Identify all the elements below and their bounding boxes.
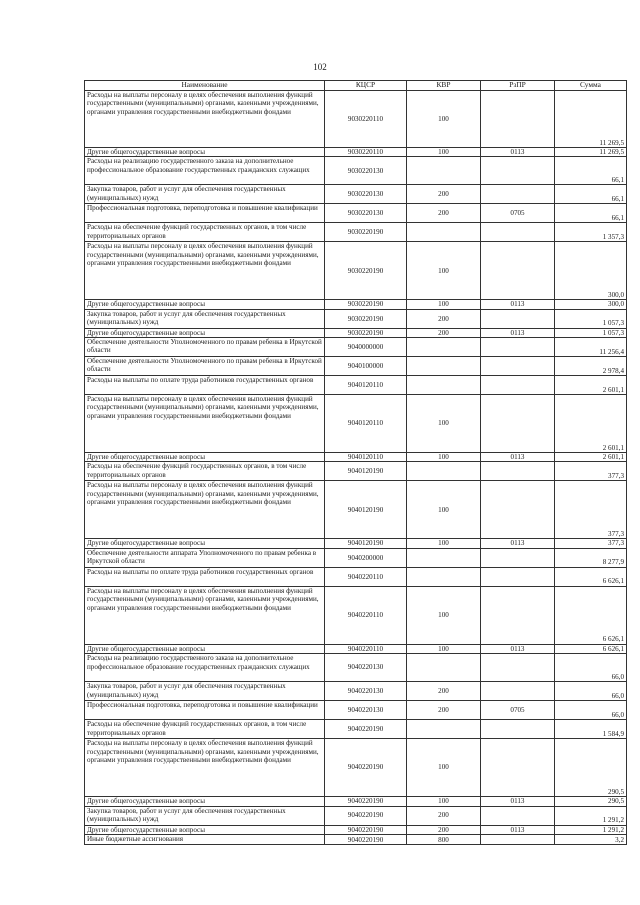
cell-kcsr: 9040220190 (325, 825, 407, 834)
cell-kcsr: 9030220130 (325, 204, 407, 223)
cell-kcsr: 9040220130 (325, 701, 407, 720)
cell-rzpr (481, 462, 555, 481)
table-header-row (85, 81, 627, 91)
cell-kcsr: 9030220190 (325, 223, 407, 242)
cell-kvr: 200 (407, 682, 481, 701)
table-row (85, 376, 627, 395)
cell-sum: 66,0 (555, 701, 627, 720)
cell-name: Другие общегосударственные вопросы (85, 644, 325, 653)
cell-rzpr (481, 834, 555, 844)
cell-rzpr (481, 567, 555, 586)
cell-kcsr: 9030220110 (325, 148, 407, 157)
cell-sum: 66,0 (555, 654, 627, 682)
cell-sum: 8 277,9 (555, 548, 627, 567)
cell-rzpr (481, 185, 555, 204)
cell-rzpr (481, 586, 555, 644)
cell-kcsr: 9030220130 (325, 185, 407, 204)
header-name: Наименование (85, 81, 325, 91)
cell-kcsr: 9040120190 (325, 481, 407, 539)
cell-kvr: 800 (407, 834, 481, 844)
cell-kcsr: 9040220190 (325, 720, 407, 739)
header-sum: Сумма (555, 81, 627, 91)
cell-sum: 6 626,1 (555, 567, 627, 586)
cell-sum: 2 601,1 (555, 453, 627, 462)
cell-name: Закупка товаров, работ и услуг для обеспечения государственных (муниципальных) нужд (85, 806, 325, 825)
table-row (85, 825, 627, 834)
cell-kvr: 200 (407, 185, 481, 204)
cell-sum: 377,3 (555, 462, 627, 481)
cell-rzpr (481, 338, 555, 357)
table-row (85, 185, 627, 204)
table-row (85, 644, 627, 653)
cell-name: Иные бюджетные ассигнования (85, 834, 325, 844)
header-rzpr: РзПР (481, 81, 555, 91)
page-number: 102 (313, 62, 327, 72)
cell-rzpr (481, 376, 555, 395)
cell-sum: 66,1 (555, 204, 627, 223)
cell-kcsr: 9040200000 (325, 548, 407, 567)
table-row (85, 806, 627, 825)
cell-kvr: 200 (407, 328, 481, 337)
cell-kvr (407, 376, 481, 395)
cell-rzpr: 0705 (481, 204, 555, 223)
cell-kcsr: 9040220110 (325, 586, 407, 644)
cell-rzpr (481, 157, 555, 185)
cell-sum: 1 584,9 (555, 720, 627, 739)
cell-name: Расходы на выплаты персоналу в целях обеспечения выполнения функций государственными (муниципальными) органами, казенными учреждениями, органами управления государственными внебюджетными фондами (85, 91, 325, 148)
cell-sum: 6 626,1 (555, 586, 627, 644)
table-row (85, 654, 627, 682)
cell-name: Расходы на выплаты по оплате труда работников государственных органов (85, 376, 325, 395)
cell-kvr: 100 (407, 395, 481, 453)
cell-kcsr: 9040120110 (325, 376, 407, 395)
cell-kvr (407, 548, 481, 567)
cell-rzpr (481, 481, 555, 539)
cell-rzpr (481, 654, 555, 682)
cell-kvr: 100 (407, 300, 481, 309)
table-row (85, 453, 627, 462)
cell-kvr: 200 (407, 309, 481, 328)
table-row (85, 91, 627, 148)
cell-kcsr: 9040220190 (325, 806, 407, 825)
table-row (85, 328, 627, 337)
cell-rzpr (481, 720, 555, 739)
cell-name: Расходы на выплаты персоналу в целях обеспечения выполнения функций государственными (муниципальными) органами, казенными учреждениями, органами управления государственными внебюджетными фондами (85, 242, 325, 300)
cell-sum: 11 269,5 (555, 91, 627, 148)
cell-kvr (407, 223, 481, 242)
cell-name: Расходы на реализацию государственного заказа на дополнительное профессиональное образование государственных гражданских служащих (85, 157, 325, 185)
cell-rzpr: 0113 (481, 825, 555, 834)
cell-kvr (407, 157, 481, 185)
cell-kcsr: 9040220190 (325, 834, 407, 844)
cell-kvr (407, 567, 481, 586)
cell-kcsr: 9040220110 (325, 567, 407, 586)
cell-kvr (407, 357, 481, 376)
cell-rzpr: 0113 (481, 539, 555, 548)
table-row (85, 720, 627, 739)
table-row (85, 682, 627, 701)
header-kvr: КВР (407, 81, 481, 91)
cell-sum: 66,1 (555, 157, 627, 185)
cell-rzpr (481, 806, 555, 825)
table-row (85, 242, 627, 300)
cell-sum: 1 291,2 (555, 806, 627, 825)
cell-name: Расходы на выплаты по оплате труда работников государственных органов (85, 567, 325, 586)
cell-kvr: 200 (407, 806, 481, 825)
cell-sum: 2 601,1 (555, 395, 627, 453)
table-row (85, 204, 627, 223)
cell-rzpr (481, 309, 555, 328)
cell-kvr: 100 (407, 644, 481, 653)
cell-kcsr: 9040120110 (325, 395, 407, 453)
cell-kvr (407, 462, 481, 481)
cell-sum: 1 357,3 (555, 223, 627, 242)
cell-kcsr: 9040120190 (325, 539, 407, 548)
cell-name: Другие общегосударственные вопросы (85, 328, 325, 337)
cell-kvr: 200 (407, 204, 481, 223)
cell-kvr: 100 (407, 148, 481, 157)
cell-name: Обеспечение деятельности аппарата Уполномоченного по правам ребенка в Иркутской области (85, 548, 325, 567)
cell-kvr: 100 (407, 481, 481, 539)
cell-name: Другие общегосударственные вопросы (85, 453, 325, 462)
cell-sum: 66,0 (555, 682, 627, 701)
table-row (85, 797, 627, 806)
cell-name: Расходы на реализацию государственного заказа на дополнительное профессиональное образование государственных гражданских служащих (85, 654, 325, 682)
cell-rzpr: 0113 (481, 148, 555, 157)
cell-name: Расходы на выплаты персоналу в целях обеспечения выполнения функций государственными (муниципальными) органами, казенными учреждениями, органами управления государственными внебюджетными фондами (85, 586, 325, 644)
table-row (85, 701, 627, 720)
table-row (85, 567, 627, 586)
cell-rzpr: 0113 (481, 453, 555, 462)
cell-rzpr: 0705 (481, 701, 555, 720)
cell-rzpr (481, 91, 555, 148)
cell-name: Расходы на обеспечение функций государственных органов, в том числе территориальных органов (85, 462, 325, 481)
cell-kvr: 100 (407, 739, 481, 797)
table-row (85, 739, 627, 797)
cell-rzpr: 0113 (481, 644, 555, 653)
table-row (85, 157, 627, 185)
cell-sum: 290,5 (555, 797, 627, 806)
cell-kcsr: 9030220190 (325, 242, 407, 300)
table-row (85, 357, 627, 376)
cell-kcsr: 9030220110 (325, 91, 407, 148)
cell-kcsr: 9040100000 (325, 357, 407, 376)
cell-name: Расходы на выплаты персоналу в целях обеспечения выполнения функций государственными (муниципальными) органами, казенными учреждениями, органами управления государственными внебюджетными фондами (85, 481, 325, 539)
cell-kcsr: 9040000000 (325, 338, 407, 357)
cell-name: Обеспечение деятельности Уполномоченного по правам ребенка в Иркутской области (85, 338, 325, 357)
cell-kvr: 100 (407, 797, 481, 806)
cell-sum: 3,2 (555, 834, 627, 844)
header-kcsr: КЦСР (325, 81, 407, 91)
table-row (85, 462, 627, 481)
cell-kcsr: 9030220190 (325, 309, 407, 328)
cell-kvr: 200 (407, 825, 481, 834)
cell-name: Профессиональная подготовка, переподготовка и повышение квалификации (85, 204, 325, 223)
cell-name: Закупка товаров, работ и услуг для обеспечения государственных (муниципальных) нужд (85, 682, 325, 701)
cell-kcsr: 9030220190 (325, 300, 407, 309)
cell-sum: 300,0 (555, 300, 627, 309)
cell-sum: 300,0 (555, 242, 627, 300)
cell-name: Другие общегосударственные вопросы (85, 300, 325, 309)
cell-name: Другие общегосударственные вопросы (85, 539, 325, 548)
cell-rzpr: 0113 (481, 797, 555, 806)
cell-name: Закупка товаров, работ и услуг для обеспечения государственных (муниципальных) нужд (85, 185, 325, 204)
cell-sum: 11 269,5 (555, 148, 627, 157)
cell-kvr: 100 (407, 453, 481, 462)
cell-kvr (407, 338, 481, 357)
table-row (85, 309, 627, 328)
cell-kvr: 100 (407, 242, 481, 300)
cell-sum: 377,3 (555, 481, 627, 539)
cell-sum: 11 256,4 (555, 338, 627, 357)
cell-sum: 66,1 (555, 185, 627, 204)
budget-table (84, 80, 627, 845)
cell-kvr: 100 (407, 539, 481, 548)
cell-kvr (407, 720, 481, 739)
cell-name: Расходы на выплаты персоналу в целях обеспечения выполнения функций государственными (муниципальными) органами, казенными учреждениями, органами управления государственными внебюджетными фондами (85, 395, 325, 453)
cell-kcsr: 9030220190 (325, 328, 407, 337)
table-row (85, 338, 627, 357)
cell-name: Расходы на выплаты персоналу в целях обеспечения выполнения функций государственными (муниципальными) органами, казенными учреждениями, органами управления государственными внебюджетными фондами (85, 739, 325, 797)
cell-sum: 2 601,1 (555, 376, 627, 395)
cell-kcsr: 9040220190 (325, 739, 407, 797)
table-row (85, 586, 627, 644)
cell-kcsr: 9040220130 (325, 682, 407, 701)
cell-rzpr (481, 548, 555, 567)
cell-rzpr (481, 682, 555, 701)
table-row (85, 834, 627, 844)
cell-name: Расходы на обеспечение функций государственных органов, в том числе территориальных органов (85, 720, 325, 739)
cell-name: Другие общегосударственные вопросы (85, 825, 325, 834)
cell-kvr: 100 (407, 91, 481, 148)
cell-kcsr: 9040220130 (325, 654, 407, 682)
table-row (85, 148, 627, 157)
table-row (85, 548, 627, 567)
cell-name: Профессиональная подготовка, переподготовка и повышение квалификации (85, 701, 325, 720)
cell-name: Другие общегосударственные вопросы (85, 148, 325, 157)
cell-kvr (407, 654, 481, 682)
cell-sum: 1 057,3 (555, 309, 627, 328)
cell-kcsr: 9040220110 (325, 644, 407, 653)
table-row (85, 481, 627, 539)
table-row (85, 223, 627, 242)
cell-kvr: 200 (407, 701, 481, 720)
cell-rzpr (481, 357, 555, 376)
cell-rzpr: 0113 (481, 300, 555, 309)
cell-rzpr (481, 242, 555, 300)
cell-rzpr (481, 223, 555, 242)
cell-rzpr (481, 739, 555, 797)
cell-sum: 6 626,1 (555, 644, 627, 653)
table-row (85, 539, 627, 548)
cell-name: Другие общегосударственные вопросы (85, 797, 325, 806)
cell-sum: 377,3 (555, 539, 627, 548)
table-row (85, 300, 627, 309)
cell-name: Закупка товаров, работ и услуг для обеспечения государственных (муниципальных) нужд (85, 309, 325, 328)
cell-kcsr: 9040120110 (325, 453, 407, 462)
table-row (85, 395, 627, 453)
cell-sum: 1 291,2 (555, 825, 627, 834)
cell-name: Обеспечение деятельности Уполномоченного по правам ребенка в Иркутской области (85, 357, 325, 376)
cell-sum: 2 978,4 (555, 357, 627, 376)
cell-kcsr: 9040120190 (325, 462, 407, 481)
cell-sum: 1 057,3 (555, 328, 627, 337)
cell-rzpr: 0113 (481, 328, 555, 337)
cell-kcsr: 9040220190 (325, 797, 407, 806)
cell-kcsr: 9030220130 (325, 157, 407, 185)
cell-rzpr (481, 395, 555, 453)
cell-sum: 290,5 (555, 739, 627, 797)
cell-kvr: 100 (407, 586, 481, 644)
cell-name: Расходы на обеспечение функций государственных органов, в том числе территориальных органов (85, 223, 325, 242)
